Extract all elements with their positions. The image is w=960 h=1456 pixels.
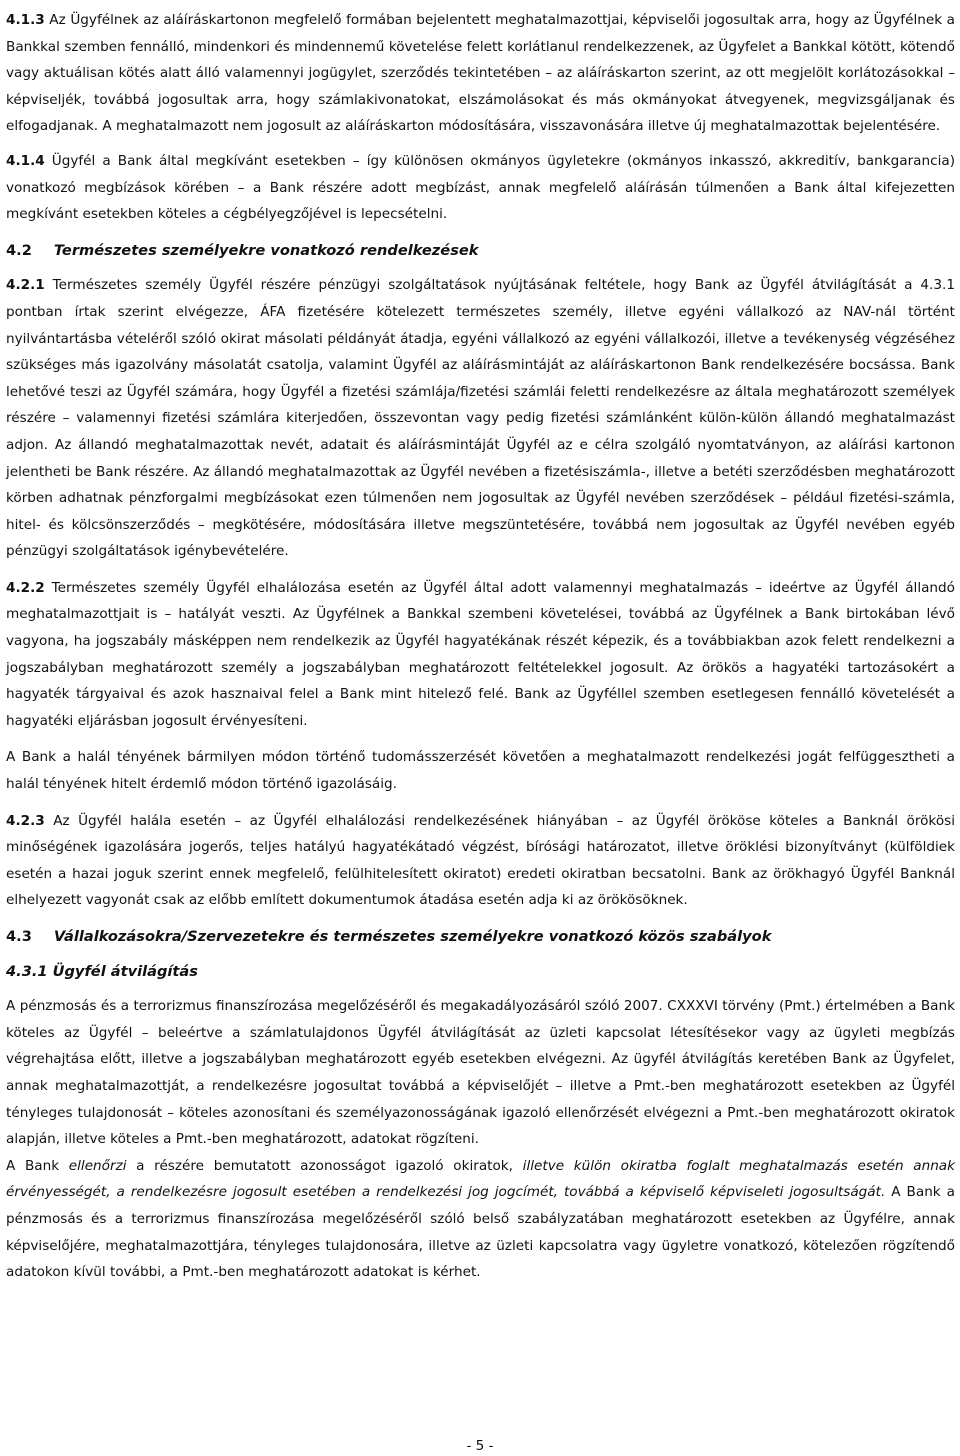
paragraph-text: Ügyfél a Bank által megkívánt esetekben – így különösen okmányos ügyletekre (okmányos inkasszó, akkreditív, bankgarancia) vonatkozó megbízások körében – a Bank részére adott megbízást, annak megfelelő aláírásán túlmenően a Bank által kifejezetten megkívánt esetekben köteles a cégbélyegzőjével is lepecsételni. [6,152,955,223]
paragraph-4-2-2-second [6,744,955,797]
paragraph-text: Természetes személy Ügyfél részére pénzügyi szolgáltatások nyújtásának feltétele, hogy Bank az Ügyfél átvilágítását a 4.3.1 pontban írtak szerint elvégezze, ÁFA fizetésére kötelezett természetes személy, illetve egyéni vállalkozó az NAV-nál történt nyilvántartásba vételéről szóló okirat másolati példányát átadja, egyéni vállalkozó az egyéni vállalkozói, illetve a tevékenység végzéséhez szükséges más igazolvány másolatát csatolja, valamint Ügyfél az aláírásmintáját az aláíráskartonon Bank rendelkezésére bocsássa. Bank lehetővé teszi az Ügyfél számára, hogy Ügyfél a fizetési számlája/fizetési számlái feletti rendelkezésre az általa meghatározott személyek részére – valamennyi fizetési számlára kiterjedően, összevontan vagy pedig fizetési számlánként külön-külön állandó meghatalmazást adjon. Az állandó meghatalmazottak nevét, adatait és aláírásmintáját Ügyfél az e célra szolgáló nyomtatványon, az aláírási kartonon jelentheti be Bank részére. Az állandó meghatalmazottak az Ügyfél nevében a fizetésiszámla-, illetve a betéti szerződésben meghatározott körben adhatnak pénzforgalmi megbízásokat ezen túlmenően nem jogosultak az Ügyfél nevében szerződések – például fizetési-számla, hitel- és kölcsönszerződés – megkötésére, módosítására illetve megszüntetésére, továbbá nem jogosultak az Ügyfél nevében egyéb pénzügyi szolgáltatások igénybevételére. [6,277,955,560]
heading-title: Természetes személyekre vonatkozó rendelkezések [53,241,479,259]
section-number: 4.2.2 [6,579,45,596]
paragraph-4-2-1 [6,272,955,565]
paragraph-4-3-1-first [6,993,955,1153]
paragraph-4-2-2 [6,575,955,735]
paragraph-text: A Bank a halál tényének bármilyen módon történő tudomásszerzését követően a meghatalmazott rendelkezési jogát felfüggesztheti a halál tényének hitelt érdemlő módon történő igazolásáig. [6,749,955,793]
emphasis-text: illetve külön okiratba foglalt meghatalmazás esetén annak érvényességét, a rendelkezésre jogosult esetében a rendelkezési jog jogcímét, továbbá a képviselő képviseleti jogosultságát. [6,1157,956,1201]
heading-4-3 [6,924,955,951]
heading-4-3-1 [6,959,955,986]
paragraph-4-3-1-second [6,1153,955,1286]
page-number: - 5 - [466,1438,494,1454]
paragraph-text: Az Ügyfél halála esetén – az Ügyfél elhalálozási rendelkezésének hiányában – az Ügyfél örököse köteles a Banknál örökösi minőségének igazolására jogerős, teljes hatályú hagyatékátadó végzést, bírósági határozatot, illetve öröklési bizonyítványt (külföldiek esetén a hazai joguk szerint ennek megfelelő, felülhitelesített okiratot) eredeti okiratban becsatolni. Bank az örökhagyó Ügyfél Banknál elhelyezett vagyonát csak az előbb említett dokumentumok átadása esetén adja ki az örökösöknek. [6,812,955,909]
paragraph-text: A Bank [6,1157,69,1174]
paragraph-4-1-4 [6,148,955,228]
section-number: 4.1.3 [6,12,45,28]
paragraph-4-1-3 [6,7,955,140]
paragraph-text: A Bank a pénzmosás és a terrorizmus finanszírozása megelőzéséről szóló belső szabályzatában meghatározott esetekben az Ügyfélre, annak képviselőjére, meghatalmazottjára, tényleges tulajdonosára, illetve az üzleti kapcsolatra vagy ügyletre vonatkozó, kötelezően rögzítendő adatokon kívül további, a Pmt.-ben meghatározott adatokat is kérhet. [6,1184,955,1281]
heading-number: 4.2 [6,241,32,259]
heading-4-2 [6,238,955,265]
paragraph-text: Természetes személy Ügyfél elhalálozása esetén az Ügyfél által adott valamennyi meghatalmazás – ideértve az Ügyfél állandó meghatalmazottjait is – hatályát veszti. Az Ügyfélnek a Bankkal szembeni követelései, továbbá az Ügyfélnek a Bank birtokában lévő vagyona, ha jogszabály másképpen nem rendelkezik az Ügyfél hagyatékának részét képezik, és a továbbiakban azok felett rendelkezni a jogszabályban meghatározott személy a jogszabályban meghatározott feltételekkel jogosult. Az örökös a hagyatéki tartozásokért a hagyaték tárgyaival és azok hasznaival felel a Bank mint hitelező felé. Bank az Ügyféllel szemben esetlegesen fennálló követelését a hagyatéki eljárásban jogosult érvényesíteni. [6,579,955,729]
heading-title: Vállalkozásokra/Szervezetekre és természetes személyekre vonatkozó közös szabályok [53,928,772,945]
heading-title: 4.3.1 Ügyfél átvilágítás [6,962,198,980]
section-number: 4.2.3 [6,812,45,829]
paragraph-text: a részére bemutatott azonosságot igazoló okiratok, [126,1157,523,1174]
paragraph-text: A pénzmosás és a terrorizmus finanszírozása megelőzéséről és megakadályozásáról szóló 2007. CXXXVI törvény (Pmt.) értelmében a Bank köteles az Ügyfél – beleértve a számlatulajdonos Ügyfél átvilágítását az üzleti kapcsolat létesítésekor vagy az ügyleti megbízás végrehajtása előtt, illetve a jogszabályban meghatározott egyéb esetekben elvégezni. Az ügyfél átvilágítás keretében Bank az Ügyfelet, annak meghatalmazottját, a rendelkezésre jogosultat továbbá a képviselőjét – illetve a Pmt.-ben meghatározott esetekben az Ügyfél tényleges tulajdonosát – köteles azonosítani és személyazonosságának igazoló ellenőrzését elvégezni a Pmt.-ben meghatározott okiratok alapján, illetve köteles a Pmt.-ben meghatározott, adatokat rögzíteni. [6,998,955,1148]
section-number: 4.1.4 [6,152,45,169]
paragraph-4-2-3 [6,808,955,914]
heading-number: 4.3 [6,928,32,945]
document-body [6,7,955,1286]
emphasis-text: ellenőrzi [68,1157,127,1174]
section-number: 4.2.1 [6,277,45,294]
paragraph-text: Az Ügyfélnek az aláíráskartonon megfelelő formában bejelentett meghatalmazottjai, képviselői jogosultak arra, hogy az Ügyfélnek a Bankkal szemben fennálló, mindenkori és mindennemű követelése felett korlátlanul rendelkezzenek, az Ügyfelet a Bankkal kötött, kötendő vagy aktuálisan kötés alatt álló valamennyi jogügylet, szerződés tekintetében – az aláíráskarton szerint, az ott megjelölt korlátozásokkal – képviseljék, továbbá jogosultak arra, hogy számlakivonatokat, elszámolásokat és más okmányokat átvegyenek, megvizsgáljanak és elfogadjanak. A meghatalmazott nem jogosult az aláíráskarton módosítására, visszavonására illetve új meghatalmazottak bejelentésére. [6,12,955,135]
